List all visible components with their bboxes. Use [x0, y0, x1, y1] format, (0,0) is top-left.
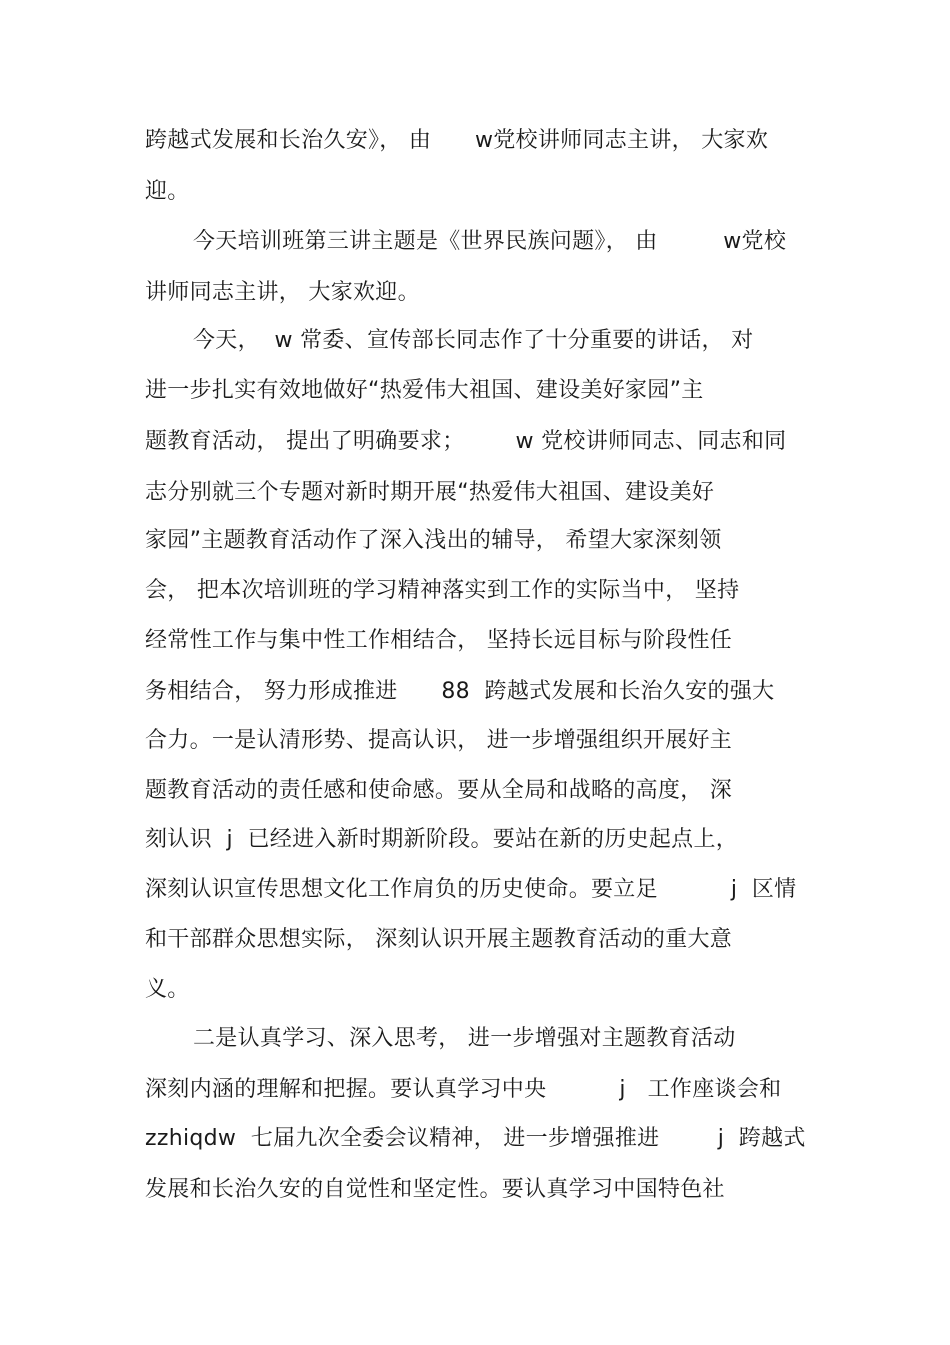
text-line: 讲师同志主讲， 大家欢迎。 — [145, 280, 420, 305]
text-line: 跨越式发展和长治久安》， 由 w党校讲师同志主讲， 大家欢 — [145, 128, 769, 153]
text-line: 和干部群众思想实际， 深刻认识开展主题教育活动的重大意 — [145, 927, 733, 952]
text-line: 进一步扎实有效地做好“热爱伟大祖国、建设美好家园”主 — [145, 378, 704, 403]
text-line: 题教育活动的责任感和使命感。要从全局和战略的高度， 深 — [145, 778, 733, 803]
text-line: 刻认识 j 已经进入新时期新阶段。要站在新的历史起点上， — [145, 827, 739, 852]
text-line: 合力。一是认清形势、提高认识， 进一步增强组织开展好主 — [145, 728, 733, 753]
paragraph-start-line: 今天培训班第三讲主题是《世界民族问题》， 由 w党校 — [193, 229, 787, 254]
text-line: 务相结合， 努力形成推进 88 跨越式发展和长治久安的强大 — [145, 679, 775, 704]
text-line: 志分别就三个专题对新时期开展“热爱伟大祖国、建设美好 — [145, 480, 715, 505]
paragraph-start-line: 今天， w 常委、宣传部长同志作了十分重要的讲话， 对 — [193, 328, 754, 353]
text-line: 深刻内涵的理解和把握。要认真学习中央 j 工作座谈会和 — [145, 1077, 782, 1102]
text-line: 深刻认识宣传思想文化工作肩负的历史使命。要立足 j 区情 — [145, 877, 797, 902]
text-line: 发展和长治久安的自觉性和坚定性。要认真学习中国特色社 — [145, 1177, 725, 1202]
paragraph-start-line: 二是认真学习、深入思考， 进一步增强对主题教育活动 — [193, 1026, 736, 1051]
text-line: 义。 — [145, 977, 190, 1002]
text-line: zzhiqdw 七届九次全委会议精神， 进一步增强推进 j 跨越式 — [145, 1126, 806, 1151]
text-line: 会， 把本次培训班的学习精神落实到工作的实际当中， 坚持 — [145, 578, 740, 603]
text-line: 经常性工作与集中性工作相结合， 坚持长远目标与阶段性任 — [145, 628, 733, 653]
text-line: 家园”主题教育活动作了深入浅出的辅导， 希望大家深刻领 — [145, 528, 722, 553]
text-line: 迎。 — [145, 179, 190, 204]
text-line: 题教育活动， 提出了明确要求； w 党校讲师同志、同志和同 — [145, 429, 787, 454]
